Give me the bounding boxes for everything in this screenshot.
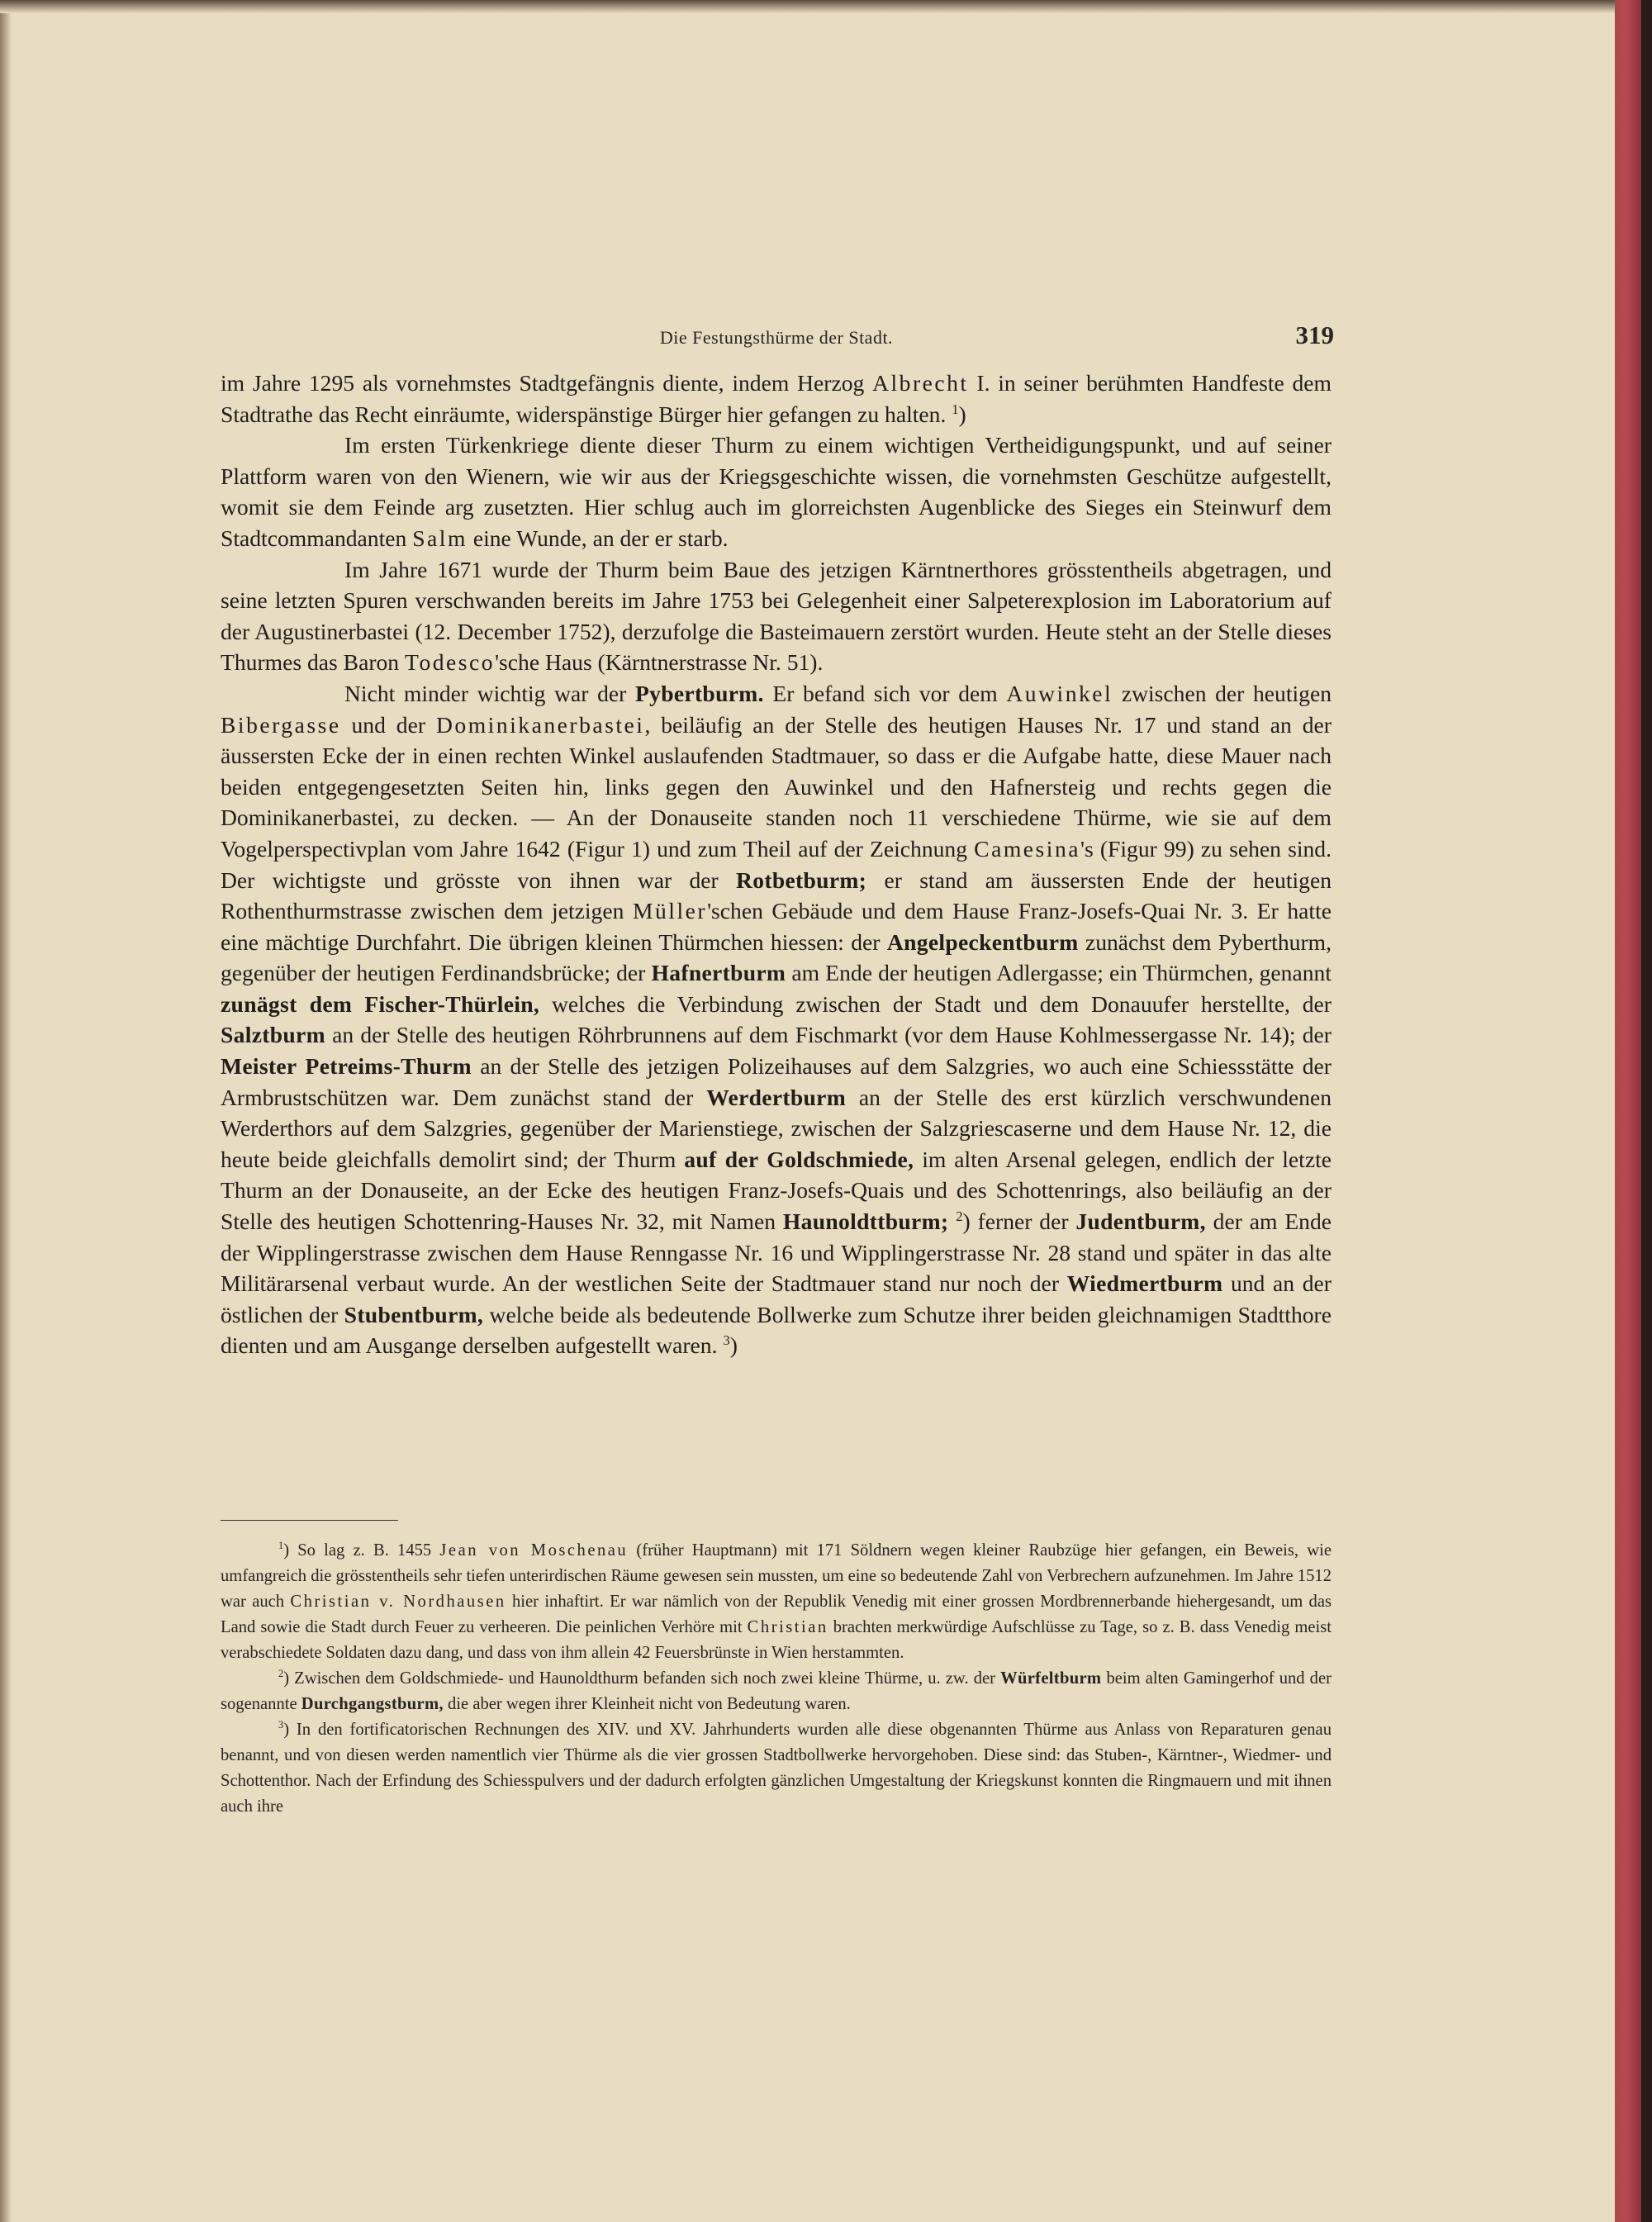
spaced-name: Auwinkel xyxy=(1006,680,1113,706)
paragraph xyxy=(221,430,1332,553)
footnote-marker: 3 xyxy=(278,1719,284,1731)
paragraph xyxy=(221,554,1332,678)
footnote xyxy=(221,1666,1332,1717)
text-run: im alten Arsenal gelegen, endlich der letzte Thurm an der Donauseite, an der Ecke des heutigen Franz-Josefs-Quais und des Schottenrings, also beiläufig an der Stelle des heutigen Schottenring-Hauses Nr. 32, mit Namen xyxy=(221,1146,1332,1235)
text-run: eine Wunde, an der er starb. xyxy=(467,525,729,551)
spaced-name: Dominikanerbastei xyxy=(435,711,645,738)
footnote-marker: 1 xyxy=(278,1540,284,1552)
text-run: Im Jahre 1671 wurde der Thurm beim Baue des jetzigen Kärntnerthores grösstentheils abgetragen, und seine letzten Spuren verschwanden bereits im Jahre 1753 bei Gelegenheit einer Salpeterexplosion im Laboratorium auf der Augustinerbastei (12. December 1752), derzufolge die Basteimauern zerstört wurden. Heute steht an der Stelle dieses Thurmes das Baron xyxy=(221,556,1332,676)
footnote xyxy=(221,1538,1332,1666)
fraktur-term: Pybertburm. xyxy=(634,680,764,706)
text-run: im Jahre 1295 als vornehmstes Stadtgefängnis diente, indem Herzog xyxy=(221,370,873,396)
fraktur-term: Hafnertburm xyxy=(651,960,786,986)
text-run: ) In den fortificatorischen Rechnungen des XIV. und XV. Jahrhunderts wurden alle diese obgenannten Thürme aus Anlass von Reparaturen genau benannt, und von diesen werden namentlich vier Thürme als die vier grossen Stadtbollwerke hervorgehoben. Diese sind: das Stuben-, Kärntner-, Wiedmer- und Schottenthor. Nach der Erfindung des Schiesspulvers und der dadurch erfolgten gänzlichen Umgestaltung der Kriegskunst konnten die Ringmauern und mit ihnen auch ihre xyxy=(221,1721,1332,1816)
text-run: Er befand sich vor dem xyxy=(763,680,1007,706)
fraktur-term: Wiedmertburm xyxy=(1066,1270,1223,1297)
top-shadow xyxy=(0,0,1615,13)
text-run: die aber wegen ihrer Kleinheit nicht von Bedeutung waren. xyxy=(443,1695,851,1713)
text-run: ) So lag z. B. 1455 xyxy=(283,1541,440,1560)
page-number: 319 xyxy=(1295,320,1334,349)
body-text xyxy=(221,368,1332,1361)
text-run: , beiläufig an der Stelle des heutigen Hauses Nr. 17 und stand an der äussersten Ecke der in einen rechten Winkel auslaufenden Stadtmauer, so dass er die Aufgabe hatte, diese Mauer nach beiden entgegengesetzten Seiten hin, links gegen den Auwinkel und den Hafnersteig und rechts gegen die Dominikanerbastei, zu decken. — An der Donauseite standen noch 11 verschiedene Thürme, wie sie auf dem Vogelperspectivplan vom Jahre 1642 (Figur 1) und zum Theil auf der Zeichnung xyxy=(221,711,1332,862)
spaced-name: Bibergasse xyxy=(221,711,341,738)
spaced-name: Müller xyxy=(632,898,708,924)
text-run: an der Stelle des jetzigen Polizeihauses auf dem Salzgries, wo auch eine Schiessstätte der Armbrustschützen war. Dem zunächst stand der xyxy=(221,1053,1332,1110)
text-run: 'sche Haus (Kärntnerstrasse Nr. 51). xyxy=(495,649,824,676)
text-run: zunächst dem Pyberthurm, gegenüber der heutigen Ferdinandsbrücke; der xyxy=(221,928,1332,986)
text-run: der am Ende der Wipplingerstrasse zwischen dem Hause Renngasse Nr. 16 und Wipplingerstrasse Nr. 28 stand und später in das alte Militärarsenal verbaut wurde. An der westlichen Seite der Stadtmauer stand nur noch der xyxy=(221,1208,1332,1297)
text-run: 'schen Gebäude und dem Hause Franz-Josefs-Quai Nr. 3. Er hatte eine mächtige Durchfahrt. Die übrigen kleinen Thürmchen hiessen: der xyxy=(221,898,1332,955)
spaced-name: Todesco xyxy=(405,649,496,676)
text-run: und der xyxy=(340,711,436,738)
fraktur-term: Würfeltburm xyxy=(1000,1669,1102,1688)
footnote-divider xyxy=(221,1520,398,1521)
background-edge xyxy=(1641,0,1652,2222)
fraktur-term: Meister Petreims-Thurm xyxy=(221,1053,472,1080)
paragraph xyxy=(221,678,1332,1361)
paragraph xyxy=(221,368,1332,430)
spaced-name: Salm xyxy=(412,525,468,551)
book-edge xyxy=(1615,0,1641,2222)
text-run: ) xyxy=(729,1332,738,1359)
spaced-name: Jean von Moschenau xyxy=(439,1541,629,1560)
fraktur-term: Judentburm, xyxy=(1075,1208,1206,1235)
text-run: 's (Figur 99) zu sehen sind. Der wichtigste und grösste von ihnen war der xyxy=(221,835,1332,893)
text-run: beim alten Gamingerhof und der sogenannte xyxy=(221,1669,1332,1713)
text-run: welche beide als bedeutende Bollwerke zum Schutze ihrer beiden gleichnamigen Stadtthore dienten und am Ausgange derselben aufgestellt waren. xyxy=(221,1301,1332,1359)
text-run xyxy=(948,1208,956,1234)
fraktur-term: Haunoldttburm; xyxy=(782,1208,949,1235)
fraktur-term: Werdertburm xyxy=(706,1084,847,1110)
fraktur-term: Angelpeckentburm xyxy=(886,928,1079,955)
text-run: welches die Verbindung zwischen der Stadt und dem Donauufer herstellte, der xyxy=(539,990,1332,1017)
fraktur-term: Salztburm xyxy=(221,1022,325,1048)
text-run: und an der östlichen der xyxy=(221,1270,1332,1327)
gutter-shadow xyxy=(0,0,12,2222)
footnote-marker: 2 xyxy=(956,1208,963,1224)
text-run: I. in seiner berühmten Handfeste dem Stadtrathe das Recht einräumte, widerspänstige Bürger hier gefangen zu halten. xyxy=(221,370,1332,427)
fraktur-term: Durchgangstburm, xyxy=(301,1695,444,1713)
footnote xyxy=(221,1717,1332,1820)
text-run: (früher Hauptmann) mit 171 Söldnern wegen kleiner Raubzüge hier gefangen, ein Beweis, wie umfangreich die grösstentheils sehr tiefen unterirdischen Räume gewesen sein mussten, um eine so bedeutende Zahl von Verbrechern aufzunehmen. Im Jahre 1512 war auch xyxy=(221,1541,1332,1611)
text-run: brachten merkwürdige Aufschlüsse zu Tage, so z. B. dass Venedig meist verabschiedete Soldaten dazu dang, und dass von ihm allein 42 Feuersbrünste in Wien herstammten. xyxy=(221,1618,1332,1662)
spaced-name: Camesina xyxy=(974,835,1080,862)
text-run: Im ersten Türkenkriege diente dieser Thurm zu einem wichtigen Vertheidigungspunkt, und auf seiner Plattform waren von den Wienern, wie wir aus der Kriegsgeschichte wissen, die vornehmsten Geschütze aufgestellt, womit sie dem Feinde arg zusetzten. Hier schlug auch im glorreichsten Augenblicke des Sieges ein Steinwurf dem Stadtcommandanten xyxy=(221,432,1332,551)
text-run: am Ende der heutigen Adlergasse; ein Thürmchen, genannt xyxy=(786,960,1332,986)
text-run: an der Stelle des heutigen Röhrbrunnens auf dem Fischmarkt (vor dem Hause Kohlmessergasse Nr. 14); der xyxy=(325,1022,1332,1048)
text-run: ) xyxy=(958,401,966,427)
footnote-marker: 1 xyxy=(952,401,959,417)
running-title: Die Festungsthürme der Stadt. xyxy=(659,327,894,348)
spaced-name: Albrecht xyxy=(872,370,969,396)
text-run: an der Stelle des erst kürzlich verschwundenen Werderthors auf dem Salzgries, gegenüber der Marienstiege, zwischen der Salzgriescaserne und dem Hause Nr. 12, die heute beide gleichfalls demolirt sind; der Thurm xyxy=(221,1084,1332,1172)
page-header xyxy=(219,320,1334,354)
fraktur-term: Rotbetburm; xyxy=(736,866,867,893)
footnote-marker: 3 xyxy=(723,1332,730,1349)
text-run: ) ferner der xyxy=(962,1208,1076,1235)
footnotes xyxy=(221,1538,1332,1820)
text-run: ) Zwischen dem Goldschmiede- und Haunoldthurm befanden sich noch zwei kleine Thürme, u. zw. der xyxy=(283,1669,1001,1688)
spaced-name: Christian v. Nordhausen xyxy=(290,1593,506,1611)
text-run: zwischen der heutigen xyxy=(1113,680,1332,706)
fraktur-term: Stubentburm, xyxy=(344,1301,484,1327)
spaced-name: Christian xyxy=(747,1618,828,1636)
text-run: hier inhaftirt. Er war nämlich von der Republik Venedig mit einer grossen Mordbrennerbande hiehergesandt, um das Land sowie die Stadt durch Feuer zu verheeren. Die peinlichen Verhöre mit xyxy=(221,1593,1332,1636)
footnote-marker: 2 xyxy=(278,1668,284,1680)
text-run: er stand am äussersten Ende der heutigen Rothenthurmstrasse zwischen dem jetzigen xyxy=(221,866,1332,924)
fraktur-term: auf der Goldschmiede, xyxy=(684,1146,914,1172)
text-run: Nicht minder wichtig war der xyxy=(344,680,635,706)
fraktur-term: zunägst dem Fischer-Thürlein, xyxy=(221,990,540,1017)
